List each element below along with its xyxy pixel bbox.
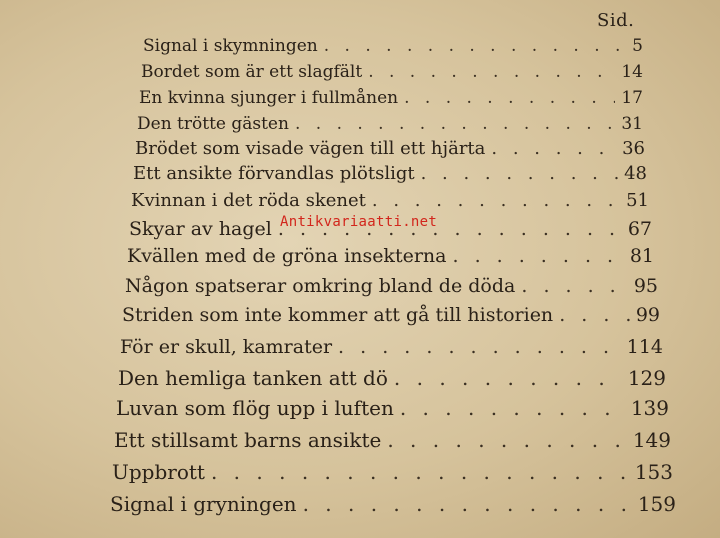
toc-entry-title: Uppbrott <box>112 460 205 484</box>
toc-entry-page: 17 <box>621 88 643 108</box>
toc-entry <box>112 460 673 484</box>
toc-entry <box>118 366 666 390</box>
dot-leader <box>452 245 623 267</box>
toc-entry-title: Skyar av hagel <box>129 218 272 240</box>
toc-entry-page: 95 <box>633 275 658 297</box>
toc-entry-title: Någon spatserar omkring bland de döda <box>125 275 516 297</box>
toc-entry <box>141 62 643 82</box>
toc-entry <box>139 88 643 108</box>
toc-entry <box>137 114 643 134</box>
toc-entry-page: 51 <box>626 190 649 211</box>
toc-entry-title: För er skull, kamrater <box>120 336 333 358</box>
toc-entry-page: 153 <box>634 460 673 484</box>
dot-leader <box>404 88 615 108</box>
toc-entry <box>125 275 658 297</box>
toc-entry-title: Striden som inte kommer att gå till historien <box>122 304 554 326</box>
toc-entry-page: 36 <box>622 138 645 159</box>
toc-entry-title: Signal i gryningen <box>110 492 297 516</box>
dot-leader <box>324 36 626 56</box>
dot-leader <box>559 304 630 326</box>
dot-leader <box>421 163 619 184</box>
toc-entry-title: Kvällen med de gröna insekterna <box>127 245 447 267</box>
toc-entry-page: 139 <box>630 396 669 420</box>
toc-entry-page: 67 <box>627 218 652 240</box>
toc-entry-title: Den hemliga tanken att dö <box>118 366 388 390</box>
toc-entry-title: Den trötte gästen <box>137 114 289 134</box>
toc-entry <box>114 428 671 452</box>
page-column-label: Sid. <box>597 10 635 31</box>
dot-leader <box>521 275 627 297</box>
dot-leader <box>295 114 615 134</box>
toc-entry <box>133 163 647 184</box>
toc-entry-title: Luvan som flög upp i luften <box>116 396 394 420</box>
toc-entry-title: Ett stillsamt barns ansikte <box>114 428 382 452</box>
toc-entry <box>120 336 663 358</box>
toc-entry-title: Kvinnan i det röda skenet <box>131 190 366 211</box>
toc-entry-page: 99 <box>635 304 660 326</box>
toc-entry-page: 159 <box>637 492 676 516</box>
toc-entry <box>131 190 649 211</box>
dot-leader <box>491 138 616 159</box>
dot-leader <box>387 428 626 452</box>
toc-entry-title: En kvinna sjunger i fullmånen <box>139 88 399 108</box>
toc-entry <box>135 138 645 159</box>
dot-leader <box>394 366 622 390</box>
toc-entry <box>110 492 676 516</box>
toc-entry-page: 129 <box>627 366 666 390</box>
toc-entry-title: Brödet som visade vägen till ett hjärta <box>135 138 486 159</box>
dot-leader <box>400 396 625 420</box>
watermark-text: Antikvariaatti.net <box>280 214 438 230</box>
toc-entry-title: Signal i skymningen <box>143 36 318 56</box>
toc-entry <box>122 304 660 326</box>
toc-entry-title: Ett ansikte förvandlas plötsligt <box>133 163 415 184</box>
dot-leader <box>303 492 632 516</box>
dot-leader <box>211 460 629 484</box>
toc-entry-page: 114 <box>626 336 663 358</box>
toc-entry <box>116 396 669 420</box>
toc-entry-page: 14 <box>621 62 643 82</box>
toc-entry <box>127 245 654 267</box>
toc-entry-title: Bordet som är ett slagfält <box>141 62 363 82</box>
dot-leader <box>338 336 621 358</box>
dot-leader <box>372 190 620 211</box>
dot-leader <box>368 62 615 82</box>
toc-entry-page: 31 <box>621 114 643 134</box>
toc-entry-page: 5 <box>632 36 643 56</box>
toc-entry-page: 149 <box>632 428 671 452</box>
toc-entry-page: 48 <box>624 163 647 184</box>
toc-entry-page: 81 <box>629 245 654 267</box>
toc-entry <box>143 36 643 56</box>
